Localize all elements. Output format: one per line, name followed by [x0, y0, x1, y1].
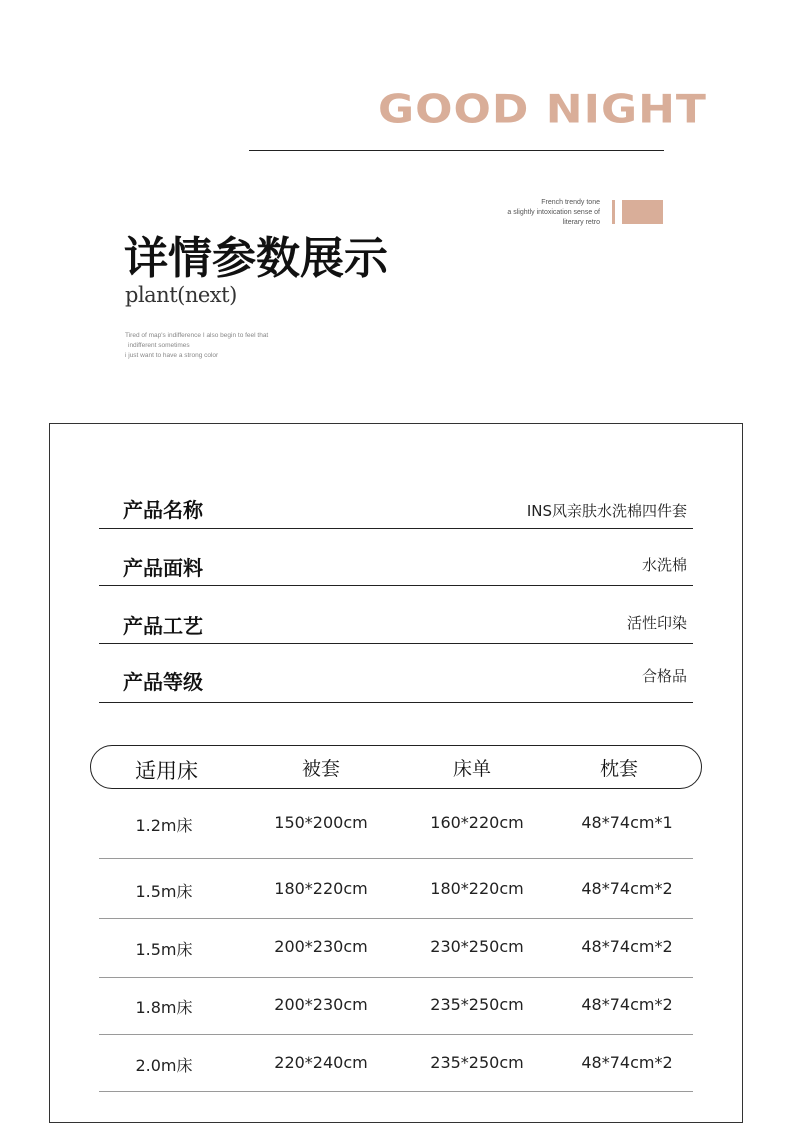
table-row-divider [99, 1034, 693, 1035]
table-header-cell: 床单 [453, 758, 492, 780]
page-subtitle: plant(next) [125, 283, 237, 307]
spec-label: 产品面料 [123, 556, 203, 580]
table-cell: 235*250cm [430, 1053, 524, 1072]
table-cell: 1.5m床 [135, 882, 193, 901]
table-cell: 1.5m床 [135, 940, 193, 959]
table-cell: 235*250cm [430, 995, 524, 1014]
spec-value: INS风亲肤水洗棉四件套 [526, 502, 687, 520]
table-row-divider [99, 918, 693, 919]
table-cell: 1.8m床 [135, 998, 193, 1017]
table-cell: 200*230cm [274, 937, 368, 956]
table-cell: 220*240cm [274, 1053, 368, 1072]
table-cell: 48*74cm*2 [581, 937, 673, 956]
table-cell: 1.2m床 [135, 816, 193, 835]
spec-value: 合格品 [641, 667, 687, 685]
table-row-divider [99, 977, 693, 978]
spec-divider [99, 528, 693, 529]
accent-block [622, 200, 663, 224]
tagline-line: a slightly intoxication sense of [507, 209, 600, 216]
table-cell: 200*230cm [274, 995, 368, 1014]
table-cell: 180*220cm [430, 879, 524, 898]
spec-value: 活性印染 [626, 614, 687, 632]
tagline-line: literary retro [562, 219, 600, 226]
spec-value: 水洗棉 [641, 556, 687, 574]
spec-label: 产品等级 [123, 670, 203, 694]
table-header-cell: 被套 [302, 758, 341, 780]
brand-heading: GOOD NIGHT [378, 86, 707, 133]
spec-label: 产品工艺 [123, 614, 203, 638]
spec-divider [99, 643, 693, 644]
table-cell: 230*250cm [430, 937, 524, 956]
description [125, 331, 268, 361]
description-line: Tired of map's indifference I also begin to feel that [125, 332, 269, 339]
table-row-divider [99, 1091, 693, 1092]
table-row-divider [99, 858, 693, 859]
spec-label: 产品名称 [123, 498, 203, 522]
table-cell: 48*74cm*2 [581, 1053, 673, 1072]
table-cell: 48*74cm*1 [581, 813, 673, 832]
spec-divider [99, 585, 693, 586]
table-header-cell: 适用床 [135, 759, 198, 783]
table-cell: 180*220cm [274, 879, 368, 898]
description-line: i just want to have a strong color [125, 352, 219, 359]
spec-divider [99, 702, 693, 703]
table-cell: 2.0m床 [135, 1056, 193, 1075]
table-header-cell: 枕套 [600, 758, 639, 780]
table-cell: 150*200cm [274, 813, 368, 832]
page-title: 详情参数展示 [124, 233, 388, 284]
table-cell: 160*220cm [430, 813, 524, 832]
tagline [507, 198, 600, 228]
accent-bar [612, 200, 615, 224]
header-divider [249, 150, 664, 151]
tagline-line: French trendy tone [541, 199, 600, 206]
table-cell: 48*74cm*2 [581, 879, 673, 898]
table-cell: 48*74cm*2 [581, 995, 673, 1014]
description-line: indifferent sometimes [128, 342, 190, 349]
